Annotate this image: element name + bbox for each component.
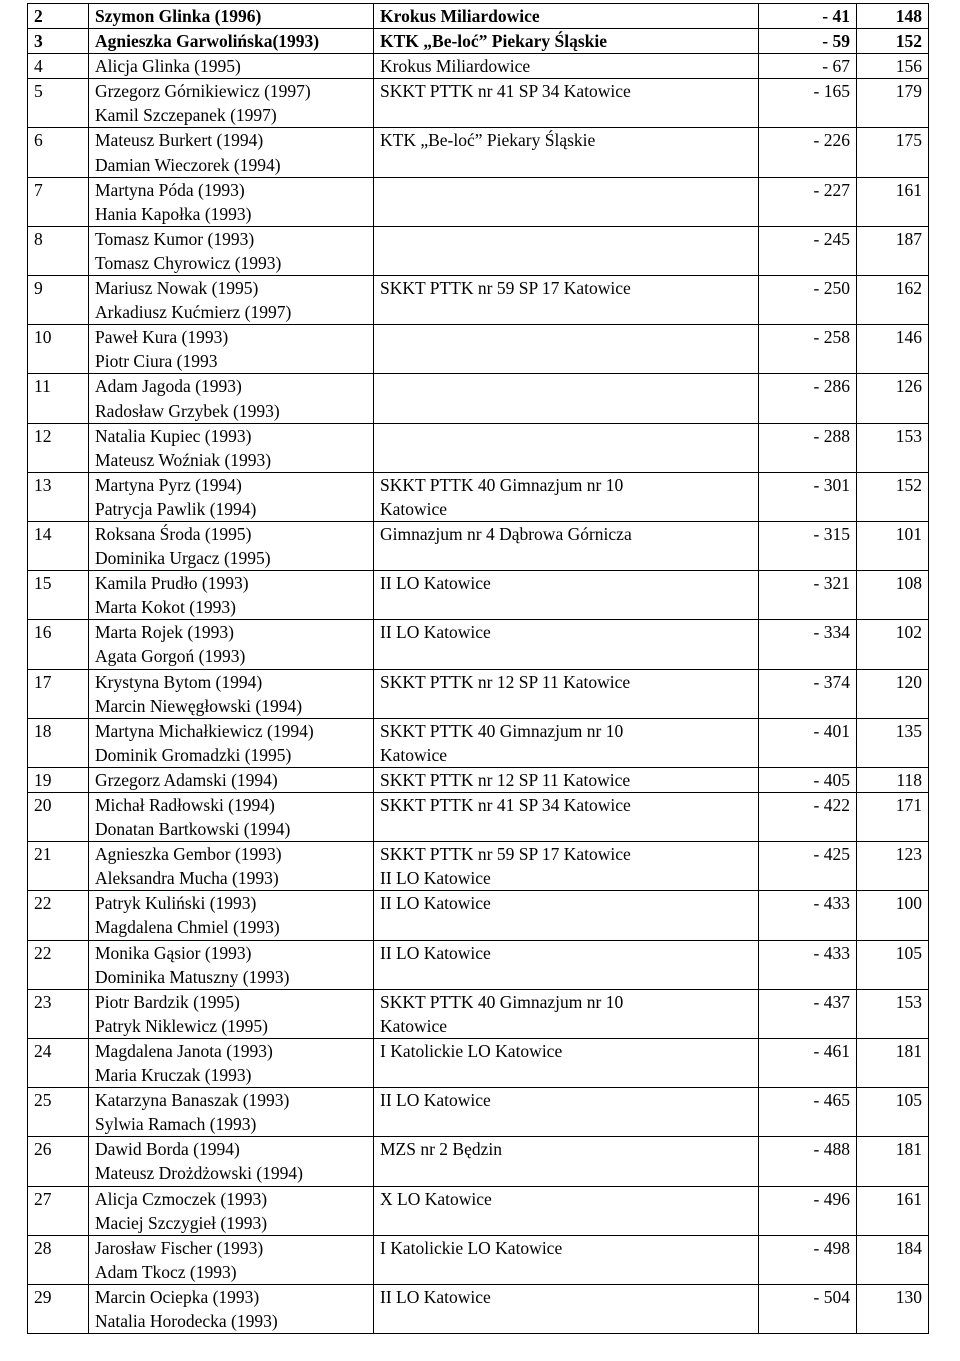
place-cell: 14 — [28, 521, 89, 570]
time-cell: 184 — [857, 1235, 929, 1284]
participant-name: Maria Kruczak (1993) — [95, 1065, 252, 1086]
place-cell: 28 — [28, 1235, 89, 1284]
time-cell: 108 — [857, 571, 929, 620]
points-cell: - 488 — [759, 1137, 857, 1186]
names-cell — [89, 989, 374, 1038]
names-cell — [89, 423, 374, 472]
names-cell — [89, 472, 374, 521]
table-row — [28, 79, 929, 128]
club-cell — [374, 940, 759, 989]
club-name: II LO Katowice — [380, 622, 491, 643]
table-row — [28, 620, 929, 669]
place-cell: 27 — [28, 1186, 89, 1235]
place-cell: 7 — [28, 177, 89, 226]
club-name: I Katolickie LO Katowice — [380, 1237, 563, 1258]
points-cell: - 250 — [759, 276, 857, 325]
table-row — [28, 423, 929, 472]
club-cell — [374, 842, 759, 891]
table-row — [28, 374, 929, 423]
participant-name: Damian Wieczorek (1994) — [95, 154, 281, 175]
time-cell: 153 — [857, 423, 929, 472]
place-cell: 10 — [28, 325, 89, 374]
place-cell: 11 — [28, 374, 89, 423]
points-cell: - 41 — [759, 4, 857, 29]
points-cell: - 433 — [759, 940, 857, 989]
participant-name: Paweł Kura (1993) — [95, 327, 229, 348]
place-cell: 25 — [28, 1088, 89, 1137]
table-row — [28, 276, 929, 325]
time-cell: 175 — [857, 128, 929, 177]
table-row — [28, 1088, 929, 1137]
table-row — [28, 4, 929, 29]
table-row — [28, 472, 929, 521]
participant-name: Roksana Środa (1995) — [95, 523, 252, 544]
time-cell: 126 — [857, 374, 929, 423]
participant-name: Mariusz Nowak (1995) — [95, 278, 259, 299]
club-cell — [374, 54, 759, 79]
club-name: SKKT PTTK nr 12 SP 11 Katowice — [380, 769, 631, 790]
club-name: SKKT PTTK nr 59 SP 17 Katowice — [380, 844, 631, 865]
place-cell: 5 — [28, 79, 89, 128]
time-cell: 100 — [857, 891, 929, 940]
participant-name: Alicja Czmoczek (1993) — [95, 1188, 268, 1209]
participant-name: Magdalena Chmiel (1993) — [95, 917, 280, 938]
table-row — [28, 521, 929, 570]
place-cell: 19 — [28, 767, 89, 792]
table-row — [28, 1235, 929, 1284]
names-cell — [89, 128, 374, 177]
participant-name: Marta Rojek (1993) — [95, 622, 234, 643]
names-cell — [89, 177, 374, 226]
time-cell: 181 — [857, 1137, 929, 1186]
place-cell: 12 — [28, 423, 89, 472]
participant-name: Magdalena Janota (1993) — [95, 1040, 273, 1061]
points-cell: - 165 — [759, 79, 857, 128]
place-cell: 22 — [28, 891, 89, 940]
points-cell: - 286 — [759, 374, 857, 423]
place-cell: 6 — [28, 128, 89, 177]
club-cell — [374, 374, 759, 423]
participant-name: Martyna Pyrz (1994) — [95, 474, 242, 495]
points-cell: - 405 — [759, 767, 857, 792]
place-cell: 17 — [28, 669, 89, 718]
club-name: KTK „Be-loć” Piekary Śląskie — [380, 31, 608, 52]
place-cell: 16 — [28, 620, 89, 669]
club-name: Krokus Miliardowice — [380, 56, 531, 77]
place-cell: 23 — [28, 989, 89, 1038]
time-cell: 156 — [857, 54, 929, 79]
participant-name: Monika Gąsior (1993) — [95, 942, 252, 963]
participant-name: Hania Kapołka (1993) — [95, 203, 252, 224]
points-cell: - 422 — [759, 793, 857, 842]
participant-name: Aleksandra Mucha (1993) — [95, 868, 279, 889]
table-row — [28, 325, 929, 374]
club-name: X LO Katowice — [380, 1188, 492, 1209]
names-cell — [89, 54, 374, 79]
time-cell: 146 — [857, 325, 929, 374]
club-cell — [374, 891, 759, 940]
participant-name: Maciej Szczygieł (1993) — [95, 1212, 268, 1233]
participant-name: Piotr Ciura (1993 — [95, 351, 218, 372]
participant-name: Martyna Póda (1993) — [95, 179, 245, 200]
club-name: Katowice — [380, 1015, 448, 1036]
names-cell — [89, 1137, 374, 1186]
table-row — [28, 891, 929, 940]
place-cell: 21 — [28, 842, 89, 891]
table-row — [28, 793, 929, 842]
participant-name: Arkadiusz Kućmierz (1997) — [95, 302, 292, 323]
names-cell — [89, 718, 374, 767]
names-cell — [89, 521, 374, 570]
points-cell: - 288 — [759, 423, 857, 472]
names-cell — [89, 793, 374, 842]
table-row — [28, 1038, 929, 1087]
table-row — [28, 177, 929, 226]
club-cell — [374, 571, 759, 620]
club-cell — [374, 276, 759, 325]
participant-name: Piotr Bardzik (1995) — [95, 991, 240, 1012]
points-cell: - 374 — [759, 669, 857, 718]
time-cell: 135 — [857, 718, 929, 767]
names-cell — [89, 891, 374, 940]
points-cell: - 258 — [759, 325, 857, 374]
names-cell — [89, 620, 374, 669]
participant-name: Alicja Glinka (1995) — [95, 56, 241, 77]
participant-name: Agnieszka Garwolińska(1993) — [95, 31, 320, 52]
names-cell — [89, 1038, 374, 1087]
time-cell: 120 — [857, 669, 929, 718]
time-cell: 162 — [857, 276, 929, 325]
table-row — [28, 1137, 929, 1186]
points-cell: - 226 — [759, 128, 857, 177]
names-cell — [89, 79, 374, 128]
results-table — [27, 3, 929, 1334]
participant-name: Martyna Michałkiewicz (1994) — [95, 720, 314, 741]
points-cell: - 321 — [759, 571, 857, 620]
participant-name: Adam Tkocz (1993) — [95, 1261, 237, 1282]
names-cell — [89, 276, 374, 325]
club-name: SKKT PTTK nr 41 SP 34 Katowice — [380, 795, 631, 815]
table-row — [28, 1284, 929, 1333]
participant-name: Tomasz Chyrowicz (1993) — [95, 252, 282, 273]
results-table-body — [28, 4, 929, 1334]
time-cell: 118 — [857, 767, 929, 792]
table-row — [28, 718, 929, 767]
participant-name: Katarzyna Banaszak (1993) — [95, 1090, 290, 1111]
club-name: KTK „Be-loć” Piekary Śląskie — [380, 130, 596, 151]
names-cell — [89, 767, 374, 792]
points-cell: - 227 — [759, 177, 857, 226]
participant-name: Dominika Matuszny (1993) — [95, 966, 290, 987]
table-row — [28, 669, 929, 718]
club-cell — [374, 472, 759, 521]
table-row — [28, 767, 929, 792]
points-cell: - 461 — [759, 1038, 857, 1087]
participant-name: Natalia Kupiec (1993) — [95, 425, 252, 446]
club-name: II LO Katowice — [380, 1090, 491, 1111]
club-cell — [374, 718, 759, 767]
participant-name: Agata Gorgoń (1993) — [95, 646, 246, 667]
club-cell — [374, 1284, 759, 1333]
club-name: II LO Katowice — [380, 1286, 491, 1307]
time-cell: 171 — [857, 793, 929, 842]
participant-name: Grzegorz Górnikiewicz (1997) — [95, 81, 311, 102]
participant-name: Marcin Ociepka (1993) — [95, 1286, 260, 1307]
participant-name: Patrycja Pawlik (1994) — [95, 498, 257, 519]
time-cell: 181 — [857, 1038, 929, 1087]
time-cell: 179 — [857, 79, 929, 128]
club-name: SKKT PTTK 40 Gimnazjum nr 10 — [380, 720, 624, 741]
participant-name: Patryk Kuliński (1993) — [95, 893, 257, 914]
names-cell — [89, 1235, 374, 1284]
participant-name: Grzegorz Adamski (1994) — [95, 769, 278, 790]
participant-name: Mateusz Burkert (1994) — [95, 130, 264, 151]
club-cell — [374, 521, 759, 570]
club-name: SKKT PTTK nr 59 SP 17 Katowice — [380, 278, 631, 299]
participant-name: Agnieszka Gembor (1993) — [95, 844, 282, 865]
club-name: Krokus Miliardowice — [380, 6, 540, 26]
time-cell: 130 — [857, 1284, 929, 1333]
points-cell: - 59 — [759, 29, 857, 54]
table-row — [28, 571, 929, 620]
place-cell: 15 — [28, 571, 89, 620]
table-row — [28, 54, 929, 79]
names-cell — [89, 29, 374, 54]
club-cell — [374, 226, 759, 275]
table-row — [28, 842, 929, 891]
time-cell: 161 — [857, 177, 929, 226]
points-cell: - 315 — [759, 521, 857, 570]
table-row — [28, 940, 929, 989]
time-cell: 152 — [857, 472, 929, 521]
participant-name: Natalia Horodecka (1993) — [95, 1310, 278, 1331]
participant-name: Sylwia Ramach (1993) — [95, 1114, 257, 1135]
club-name: SKKT PTTK 40 Gimnazjum nr 10 — [380, 991, 624, 1012]
club-cell — [374, 1137, 759, 1186]
participant-name: Tomasz Kumor (1993) — [95, 228, 255, 249]
club-name: I Katolickie LO Katowice — [380, 1040, 563, 1061]
points-cell: - 401 — [759, 718, 857, 767]
club-cell — [374, 1088, 759, 1137]
club-name: Katowice — [380, 744, 448, 765]
names-cell — [89, 669, 374, 718]
table-row — [28, 1186, 929, 1235]
participant-name: Mateusz Drożdżowski (1994) — [95, 1163, 304, 1184]
participant-name: Szymon Glinka (1996) — [95, 6, 262, 26]
points-cell: - 425 — [759, 842, 857, 891]
names-cell — [89, 1186, 374, 1235]
club-cell — [374, 1235, 759, 1284]
points-cell: - 67 — [759, 54, 857, 79]
points-cell: - 465 — [759, 1088, 857, 1137]
names-cell — [89, 842, 374, 891]
points-cell: - 504 — [759, 1284, 857, 1333]
club-cell — [374, 29, 759, 54]
club-cell — [374, 669, 759, 718]
club-name: II LO Katowice — [380, 868, 491, 889]
points-cell: - 437 — [759, 989, 857, 1038]
participant-name: Jarosław Fischer (1993) — [95, 1237, 264, 1258]
names-cell — [89, 4, 374, 29]
club-name: II LO Katowice — [380, 893, 491, 914]
place-cell: 3 — [28, 29, 89, 54]
participant-name: Patryk Niklewicz (1995) — [95, 1015, 269, 1036]
club-cell — [374, 1186, 759, 1235]
club-name: II LO Katowice — [380, 942, 491, 963]
time-cell: 148 — [857, 4, 929, 29]
points-cell: - 245 — [759, 226, 857, 275]
time-cell: 161 — [857, 1186, 929, 1235]
time-cell: 102 — [857, 620, 929, 669]
participant-name: Radosław Grzybek (1993) — [95, 400, 280, 421]
club-cell — [374, 79, 759, 128]
club-cell — [374, 767, 759, 792]
club-name: Gimnazjum nr 4 Dąbrowa Górnicza — [380, 523, 632, 544]
names-cell — [89, 1284, 374, 1333]
participant-name: Kamila Prudło (1993) — [95, 573, 249, 594]
time-cell: 123 — [857, 842, 929, 891]
table-row — [28, 226, 929, 275]
club-cell — [374, 793, 759, 842]
club-name: II LO Katowice — [380, 573, 491, 594]
table-row — [28, 989, 929, 1038]
time-cell: 105 — [857, 940, 929, 989]
club-cell — [374, 1038, 759, 1087]
place-cell: 24 — [28, 1038, 89, 1087]
names-cell — [89, 571, 374, 620]
club-cell — [374, 423, 759, 472]
participant-name: Mateusz Woźniak (1993) — [95, 449, 272, 470]
table-row — [28, 128, 929, 177]
participant-name: Dominika Urgacz (1995) — [95, 548, 271, 569]
club-cell — [374, 128, 759, 177]
names-cell — [89, 325, 374, 374]
names-cell — [89, 1088, 374, 1137]
place-cell: 26 — [28, 1137, 89, 1186]
points-cell: - 433 — [759, 891, 857, 940]
participant-name: Donatan Bartkowski (1994) — [95, 819, 291, 840]
club-name: MZS nr 2 Będzin — [380, 1139, 503, 1160]
club-name: SKKT PTTK nr 12 SP 11 Katowice — [380, 671, 631, 692]
club-name: Katowice — [380, 498, 448, 519]
participant-name: Krystyna Bytom (1994) — [95, 671, 263, 692]
participant-name: Michał Radłowski (1994) — [95, 795, 275, 815]
table-row — [28, 29, 929, 54]
time-cell: 187 — [857, 226, 929, 275]
club-cell — [374, 325, 759, 374]
club-name: SKKT PTTK nr 41 SP 34 Katowice — [380, 81, 631, 102]
participant-name: Marta Kokot (1993) — [95, 597, 236, 618]
place-cell: 9 — [28, 276, 89, 325]
names-cell — [89, 940, 374, 989]
names-cell — [89, 374, 374, 423]
club-cell — [374, 620, 759, 669]
participant-name: Kamil Szczepanek (1997) — [95, 105, 277, 126]
points-cell: - 498 — [759, 1235, 857, 1284]
participant-name: Dominik Gromadzki (1995) — [95, 744, 292, 765]
place-cell: 18 — [28, 718, 89, 767]
club-cell — [374, 4, 759, 29]
names-cell — [89, 226, 374, 275]
time-cell: 153 — [857, 989, 929, 1038]
points-cell: - 496 — [759, 1186, 857, 1235]
place-cell: 4 — [28, 54, 89, 79]
time-cell: 105 — [857, 1088, 929, 1137]
place-cell: 8 — [28, 226, 89, 275]
points-cell: - 334 — [759, 620, 857, 669]
place-cell: 29 — [28, 1284, 89, 1333]
place-cell: 13 — [28, 472, 89, 521]
participant-name: Marcin Niewęgłowski (1994) — [95, 695, 303, 716]
place-cell: 20 — [28, 793, 89, 842]
club-cell — [374, 177, 759, 226]
participant-name: Dawid Borda (1994) — [95, 1139, 240, 1160]
place-cell: 2 — [28, 4, 89, 29]
points-cell: - 301 — [759, 472, 857, 521]
time-cell: 101 — [857, 521, 929, 570]
participant-name: Adam Jagoda (1993) — [95, 376, 242, 397]
time-cell: 152 — [857, 29, 929, 54]
club-cell — [374, 989, 759, 1038]
club-name: SKKT PTTK 40 Gimnazjum nr 10 — [380, 474, 624, 495]
place-cell: 22 — [28, 940, 89, 989]
